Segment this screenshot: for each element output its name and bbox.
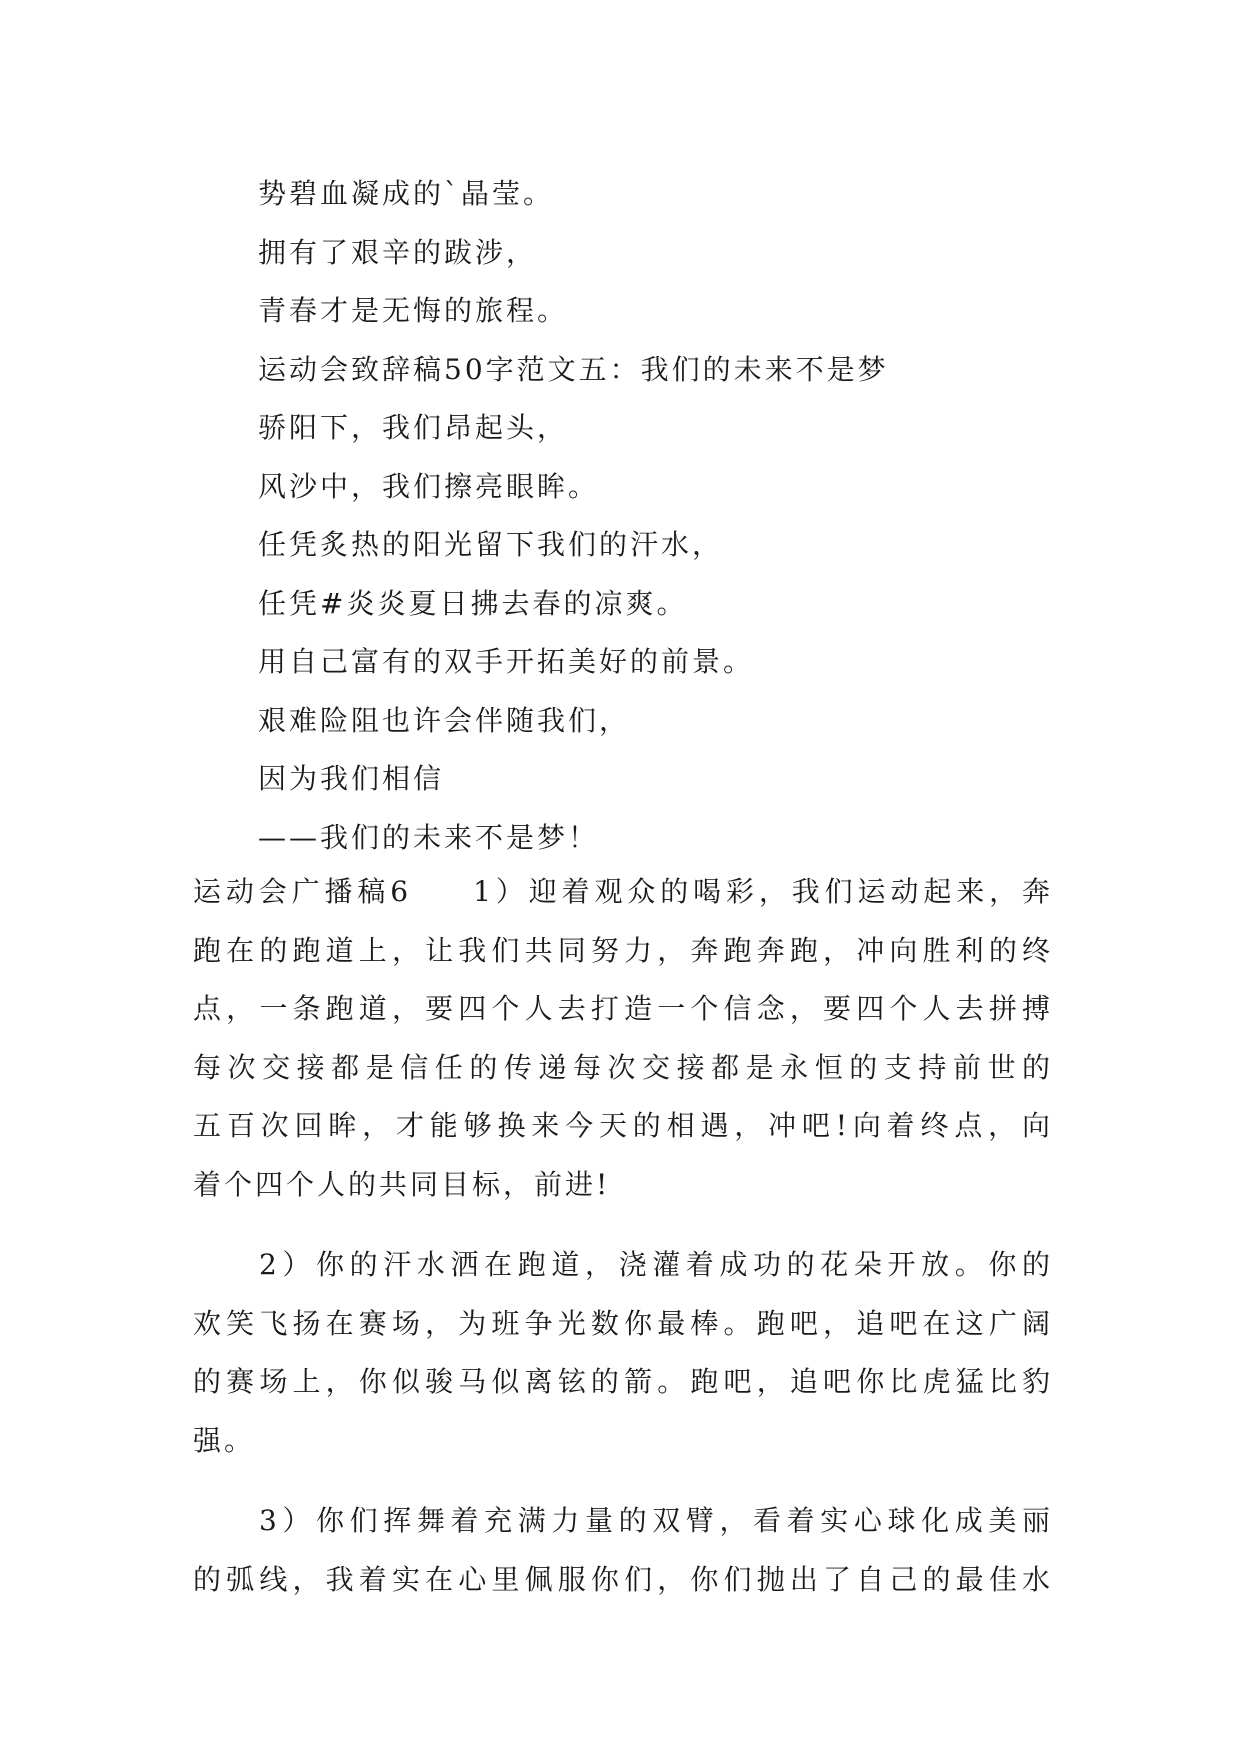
poem-line: 因为我们相信 [258,762,445,795]
poem-line: 艰难险阻也许会伴随我们， [258,703,631,737]
section-heading: 运动会广播稿6 [193,875,412,908]
poem-line: 势碧血凝成的`晶莹。 [258,177,555,210]
poem-line: 青春才是无悔的旅程。 [258,294,569,327]
paragraph-1 [193,863,1053,1214]
paragraph-line: 运动会广播稿6 1）迎着观众的喝彩，我们运动起来，奔 [193,875,1053,908]
paragraph-line: 的弧线，我着实在心里佩服你们，你们抛出了自己的最佳水 [193,1562,1053,1596]
paragraph-line: 欢笑飞扬在赛场，为班争光数你最棒。跑吧，追吧在这广阔 [193,1306,1053,1340]
paragraph-line: 强。 [193,1423,256,1457]
poem-line: ——我们的未来不是梦！ [258,820,600,854]
paragraph-line: 点，一条跑道，要四个人去打造一个信念，要四个人去拼搏 [193,992,1053,1025]
poem-line: 骄阳下，我们昂起头， [258,411,569,444]
poem-line: 任凭炙热的阳光留下我们的汗水， [258,528,724,561]
poem-block [258,165,1118,867]
paragraph-line: 的赛场上，你似骏马似离铉的箭。跑吧，追吧你比虎猛比豹 [193,1365,1053,1398]
paragraph-line: 五百次回眸，才能够换来今天的相遇，冲吧!向着终点，向 [193,1109,1053,1142]
broadcast-section [193,863,1053,1631]
paragraph-line: 2）你的汗水洒在跑道，浇灌着成功的花朵开放。你的 [259,1248,1053,1281]
paragraph-3 [193,1492,1053,1609]
poem-line: 任凭#炎炎夏日拂去春的凉爽。 [258,586,688,620]
poem-line: 风沙中，我们擦亮眼眸。 [258,469,600,503]
poem-section-title: 运动会致辞稿50字范文五：我们的未来不是梦 [258,352,889,386]
paragraph-line: 着个四个人的共同目标，前进! [193,1167,611,1201]
paragraph-line: 每次交接都是信任的传递每次交接都是永恒的支持前世的 [193,1050,1053,1084]
paragraph-line: 跑在的跑道上，让我们共同努力，奔跑奔跑，冲向胜利的终 [193,933,1053,967]
poem-line: 用自己富有的双手开拓美好的前景。 [258,645,755,678]
paragraph-line: 3）你们挥舞着充满力量的双臂，看着实心球化成美丽 [259,1504,1053,1537]
paragraph-2 [193,1236,1053,1470]
poem-line: 拥有了艰辛的跋涉， [258,235,538,269]
